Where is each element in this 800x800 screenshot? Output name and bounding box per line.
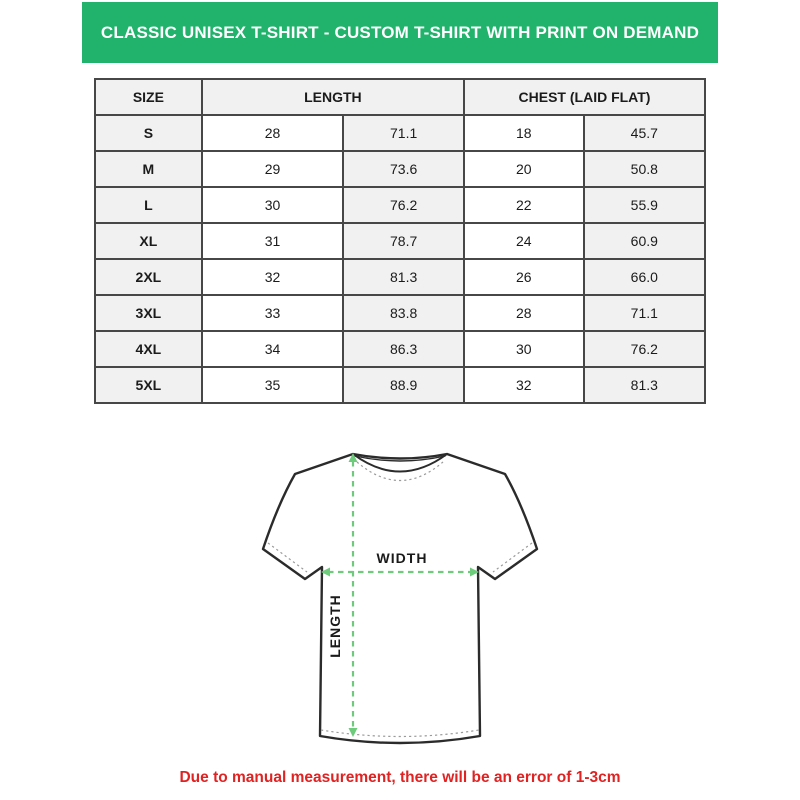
table-row bbox=[95, 115, 705, 151]
table-row bbox=[95, 223, 705, 259]
header-banner bbox=[82, 2, 718, 63]
cell-chest-cm: 50.8 bbox=[584, 151, 705, 187]
table-row bbox=[95, 151, 705, 187]
cell-length-in: 32 bbox=[202, 259, 344, 295]
cell-chest-in: 18 bbox=[464, 115, 584, 151]
header-size: SIZE bbox=[95, 79, 202, 115]
cell-chest-cm: 55.9 bbox=[584, 187, 705, 223]
page-title: CLASSIC UNISEX T-SHIRT - CUSTOM T-SHIRT WITH PRINT ON DEMAND bbox=[100, 22, 700, 42]
header-chest: CHEST (LAID FLAT) bbox=[464, 79, 705, 115]
table-row bbox=[95, 259, 705, 295]
cell-size: M bbox=[95, 151, 202, 187]
cell-chest-in: 32 bbox=[464, 367, 584, 403]
cell-chest-in: 30 bbox=[464, 331, 584, 367]
tshirt-measurement-diagram bbox=[260, 449, 540, 759]
cell-length-cm: 71.1 bbox=[343, 115, 464, 151]
cell-length-cm: 81.3 bbox=[343, 259, 464, 295]
measurement-note: Due to manual measurement, there will be an error of 1-3cm bbox=[179, 769, 621, 786]
cell-chest-cm: 66.0 bbox=[584, 259, 705, 295]
tshirt-outline bbox=[263, 454, 537, 743]
cell-length-in: 29 bbox=[202, 151, 344, 187]
cell-chest-in: 28 bbox=[464, 295, 584, 331]
length-label: LENGTH bbox=[327, 594, 343, 658]
cell-chest-cm: 60.9 bbox=[584, 223, 705, 259]
header-length: LENGTH bbox=[202, 79, 464, 115]
table-row bbox=[95, 295, 705, 331]
cell-length-in: 33 bbox=[202, 295, 344, 331]
cell-size: 4XL bbox=[95, 331, 202, 367]
cell-chest-cm: 45.7 bbox=[584, 115, 705, 151]
cell-length-cm: 88.9 bbox=[343, 367, 464, 403]
cell-length-in: 30 bbox=[202, 187, 344, 223]
cell-length-cm: 83.8 bbox=[343, 295, 464, 331]
cell-size: 5XL bbox=[95, 367, 202, 403]
cell-chest-in: 22 bbox=[464, 187, 584, 223]
cell-length-in: 31 bbox=[202, 223, 344, 259]
table-header-row bbox=[95, 79, 705, 115]
cell-chest-cm: 81.3 bbox=[584, 367, 705, 403]
width-label: WIDTH bbox=[376, 550, 428, 566]
cell-length-cm: 78.7 bbox=[343, 223, 464, 259]
tshirt-icon bbox=[260, 449, 540, 759]
size-chart-page bbox=[0, 2, 800, 800]
cell-length-in: 28 bbox=[202, 115, 344, 151]
cell-chest-in: 26 bbox=[464, 259, 584, 295]
cell-chest-in: 24 bbox=[464, 223, 584, 259]
cell-size: L bbox=[95, 187, 202, 223]
table-row bbox=[95, 187, 705, 223]
table-row bbox=[95, 331, 705, 367]
cell-length-cm: 73.6 bbox=[343, 151, 464, 187]
cell-size: S bbox=[95, 115, 202, 151]
cell-chest-cm: 71.1 bbox=[584, 295, 705, 331]
cell-length-in: 34 bbox=[202, 331, 344, 367]
size-chart-table bbox=[94, 78, 706, 404]
cell-length-cm: 86.3 bbox=[343, 331, 464, 367]
cell-chest-in: 20 bbox=[464, 151, 584, 187]
cell-length-cm: 76.2 bbox=[343, 187, 464, 223]
cell-size: 3XL bbox=[95, 295, 202, 331]
cell-chest-cm: 76.2 bbox=[584, 331, 705, 367]
cell-size: XL bbox=[95, 223, 202, 259]
cell-size: 2XL bbox=[95, 259, 202, 295]
table-row bbox=[95, 367, 705, 403]
cell-length-in: 35 bbox=[202, 367, 344, 403]
